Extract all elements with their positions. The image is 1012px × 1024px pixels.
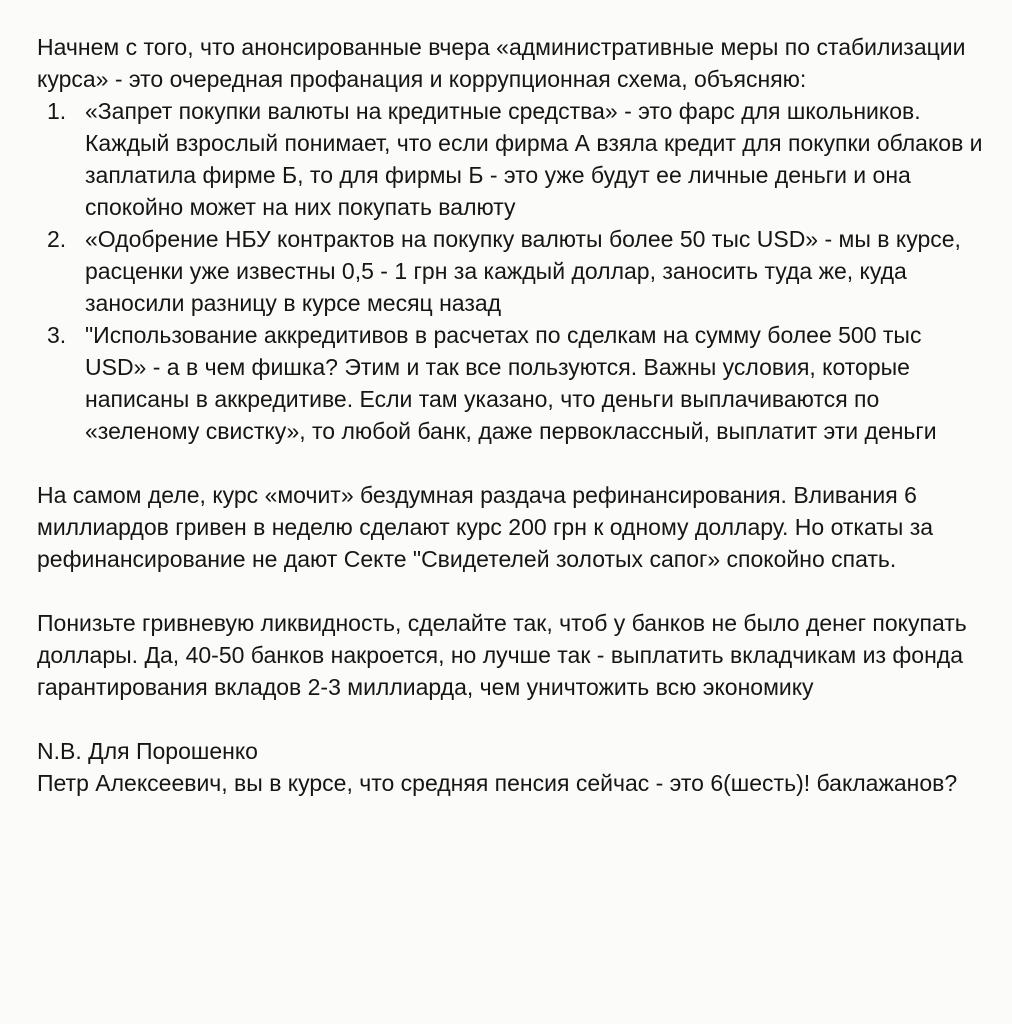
paragraph-spacer — [37, 447, 987, 479]
paragraph-spacer — [37, 703, 987, 735]
list-item-number: 3. — [47, 322, 67, 348]
list-item-text: «Одобрение НБУ контрактов на покупку валюты более 50 тыс USD» - мы в курсе, расценки уже известны 0,5 - 1 грн за каждый доллар, заносить туда же, куда заносили разницу в курсе месяц назад — [85, 226, 961, 316]
list-item — [37, 95, 987, 223]
liquidity-paragraph: Понизьте гривневую ликвидность, сделайте так, чтоб у банков не было денег покупать доллары. Да, 40-50 банков накроется, но лучше так - выплатить вкладчикам из фонда гарантирования вкладов 2-3 миллиарда, чем уничтожить всю экономику — [37, 610, 967, 700]
list-item — [37, 223, 987, 319]
numbered-list — [37, 95, 987, 447]
nb-heading: N.B. Для Порошенко — [37, 738, 258, 764]
list-item-number: 1. — [47, 98, 67, 124]
nb-text: Петр Алексеевич, вы в курсе, что средняя пенсия сейчас - это 6(шесть)! баклажанов? — [37, 770, 958, 796]
list-item-text: "Использование аккредитивов в расчетах по сделкам на сумму более 500 тыс USD» - а в чем фишка? Этим и так все пользуются. Важны условия, которые написаны в аккредитиве. Если там указано, что деньги выплачиваются по «зеленому свистку», то любой банк, даже первоклассный, выплатит эти деньги — [85, 322, 937, 444]
list-item-text: «Запрет покупки валюты на кредитные средства» - это фарс для школьников. Каждый взрослый понимает, что если фирма А взяла кредит для покупки облаков и заплатила фирме Б, то для фирмы Б - это уже будут ее личные деньги и она спокойно может на них покупать валюту — [85, 98, 983, 220]
list-item — [37, 319, 987, 447]
document-body — [37, 31, 987, 799]
list-item-number: 2. — [47, 226, 67, 252]
paragraph-spacer — [37, 575, 987, 607]
refinancing-paragraph: На самом деле, курс «мочит» бездумная раздача рефинансирования. Вливания 6 миллиардов гривен в неделю сделают курс 200 грн к одному доллару. Но откаты за рефинансирование не дают Секте "Свидетелей золотых сапог» спокойно спать. — [37, 482, 934, 572]
intro-paragraph: Начнем с того, что анонсированные вчера «административные меры по стабилизации курса» - это очередная профанация и коррупционная схема, объясняю: — [37, 34, 966, 92]
